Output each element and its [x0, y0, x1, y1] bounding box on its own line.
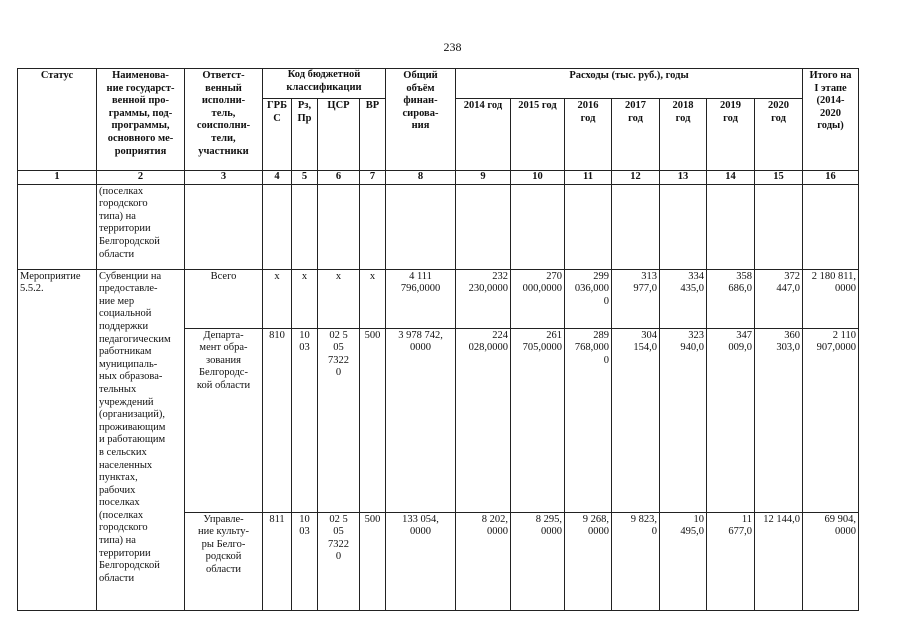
- column-number-row: [18, 171, 859, 185]
- cont-empty: [185, 184, 263, 269]
- y2020-cell: 372 447,0: [755, 269, 803, 328]
- col-number: 6: [318, 171, 360, 185]
- y2016-cell: 9 268, 0000: [565, 512, 612, 610]
- y2018-cell: 10 495,0: [660, 512, 707, 610]
- total-cell: 133 054, 0000: [386, 512, 456, 610]
- event-row-total: [18, 269, 859, 328]
- cont-empty: [803, 184, 859, 269]
- header-csr: ЦСР: [318, 99, 360, 171]
- itogo-cell: 69 904, 0000: [803, 512, 859, 610]
- y2014-cell: 224 028,0000: [456, 328, 511, 512]
- header-budget-code: Код бюджетной классификации: [263, 69, 386, 99]
- header-expenses: Расходы (тыс. руб.), годы: [456, 69, 803, 99]
- header-itogo: Итого на I этапе (2014- 2020 годы): [803, 69, 859, 171]
- y2016-cell: 299 036,000 0: [565, 269, 612, 328]
- cont-empty: [660, 184, 707, 269]
- y2020-cell: 360 303,0: [755, 328, 803, 512]
- cont-empty: [565, 184, 612, 269]
- cont-status: [18, 184, 97, 269]
- resp-cell: Департа- мент обра- зования Белгородс- кой области: [185, 328, 263, 512]
- event-status: Мероприятие 5.5.2.: [18, 269, 97, 610]
- rzpr-cell: 10 03: [292, 512, 318, 610]
- budget-table: [17, 68, 859, 611]
- col-number: 8: [386, 171, 456, 185]
- header-rzpr: Рз, Пр: [292, 99, 318, 171]
- header-vr: ВР: [360, 99, 386, 171]
- col-number: 11: [565, 171, 612, 185]
- col-number: 2: [97, 171, 185, 185]
- y2016-cell: 289 768,000 0: [565, 328, 612, 512]
- cont-empty: [707, 184, 755, 269]
- col-number: 7: [360, 171, 386, 185]
- y2015-cell: 261 705,0000: [511, 328, 565, 512]
- y2014-cell: 8 202, 0000: [456, 512, 511, 610]
- y2019-cell: 347 009,0: [707, 328, 755, 512]
- header-responsible: Ответст- венный исполни- тель, соисполни- тели, участники: [185, 69, 263, 171]
- y2019-cell: 11 677,0: [707, 512, 755, 610]
- header-status: Статус: [18, 69, 97, 171]
- cont-empty: [263, 184, 292, 269]
- continuation-row: [18, 184, 859, 269]
- rzpr-cell: 10 03: [292, 328, 318, 512]
- y2018-cell: 334 435,0: [660, 269, 707, 328]
- itogo-cell: 2 110 907,0000: [803, 328, 859, 512]
- cont-empty: [612, 184, 660, 269]
- y2017-cell: 304 154,0: [612, 328, 660, 512]
- total-cell: 3 978 742, 0000: [386, 328, 456, 512]
- header-total-volume: Общий объём финан- сирова- ния: [386, 69, 456, 171]
- grbs-cell: 810: [263, 328, 292, 512]
- header-2016: 2016 год: [565, 99, 612, 171]
- csr-cell: х: [318, 269, 360, 328]
- header-2017: 2017 год: [612, 99, 660, 171]
- col-number: 5: [292, 171, 318, 185]
- header-grbs: ГРБ С: [263, 99, 292, 171]
- col-number: 12: [612, 171, 660, 185]
- header-2019: 2019 год: [707, 99, 755, 171]
- header-2018: 2018 год: [660, 99, 707, 171]
- y2014-cell: 232 230,0000: [456, 269, 511, 328]
- resp-cell: Управле- ние культу- ры Белго- родской области: [185, 512, 263, 610]
- cont-empty: [511, 184, 565, 269]
- cont-name: (поселках городского типа) на территории Белгородской области: [97, 184, 185, 269]
- col-number: 9: [456, 171, 511, 185]
- col-number: 16: [803, 171, 859, 185]
- y2017-cell: 9 823, 0: [612, 512, 660, 610]
- header-2014: 2014 год: [456, 99, 511, 171]
- y2019-cell: 358 686,0: [707, 269, 755, 328]
- vr-cell: 500: [360, 328, 386, 512]
- col-number: 13: [660, 171, 707, 185]
- grbs-cell: х: [263, 269, 292, 328]
- header-2020: 2020 год: [755, 99, 803, 171]
- col-number: 1: [18, 171, 97, 185]
- page-number: 238: [443, 40, 462, 54]
- col-number: 10: [511, 171, 565, 185]
- itogo-cell: 2 180 811, 0000: [803, 269, 859, 328]
- col-number: 15: [755, 171, 803, 185]
- col-number: 4: [263, 171, 292, 185]
- col-number: 14: [707, 171, 755, 185]
- resp-cell: Всего: [185, 269, 263, 328]
- cont-empty: [318, 184, 360, 269]
- cont-empty: [386, 184, 456, 269]
- rzpr-cell: х: [292, 269, 318, 328]
- event-name: Субвенции на предоставле- ние мер социальной поддержки педагогическим работникам муниципаль- ных образова- тельных учреждений (организаций), проживающим и работающим в сельских населенных пунктах, рабочих поселках (поселках городского типа) на территории Белгородской области: [97, 269, 185, 610]
- cont-empty: [755, 184, 803, 269]
- total-cell: 4 111 796,0000: [386, 269, 456, 328]
- y2015-cell: 8 295, 0000: [511, 512, 565, 610]
- grbs-cell: 811: [263, 512, 292, 610]
- cont-empty: [456, 184, 511, 269]
- cont-empty: [292, 184, 318, 269]
- vr-cell: 500: [360, 512, 386, 610]
- y2015-cell: 270 000,0000: [511, 269, 565, 328]
- csr-cell: 02 5 05 7322 0: [318, 512, 360, 610]
- col-number: 3: [185, 171, 263, 185]
- y2018-cell: 323 940,0: [660, 328, 707, 512]
- cont-empty: [360, 184, 386, 269]
- y2017-cell: 313 977,0: [612, 269, 660, 328]
- vr-cell: х: [360, 269, 386, 328]
- header-row-1: [18, 69, 859, 99]
- header-name: Наименова- ние государст- венной про- граммы, под- программы, основного ме- роприятия: [97, 69, 185, 171]
- csr-cell: 02 5 05 7322 0: [318, 328, 360, 512]
- y2020-cell: 12 144,0: [755, 512, 803, 610]
- header-2015: 2015 год: [511, 99, 565, 171]
